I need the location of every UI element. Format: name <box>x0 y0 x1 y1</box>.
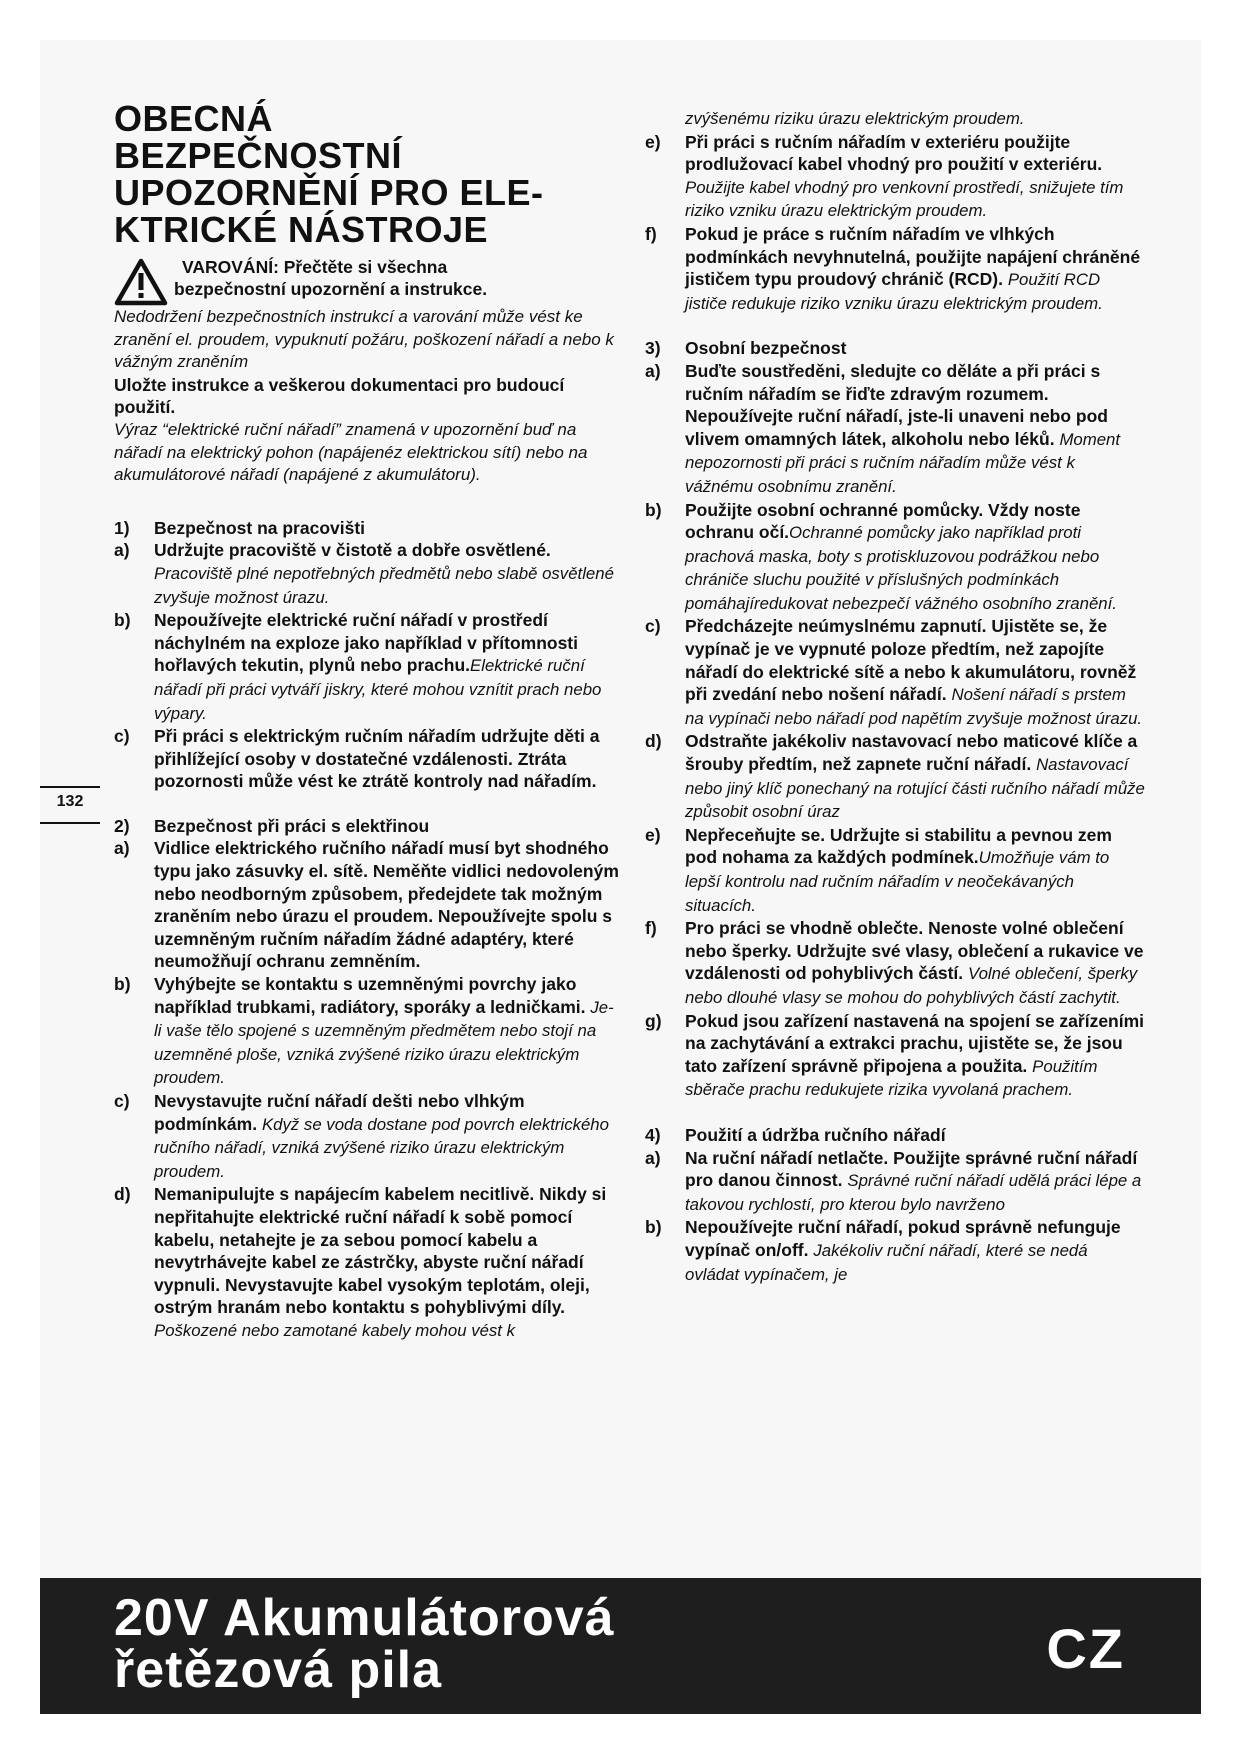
section-heading-3: 3) Osobní bezpečnost <box>645 338 847 359</box>
list-item: a) Buďte soustředěni, sledujte co děláte a při práci s ručním nářadím se řiďte zdravým rozumem. Nepoužívejte ruční nářadí, jste-li unaveni nebo pod vlivem omamných látek, alkoholu nebo léků. Moment nepozornosti při práci s ručním nářadím může vést k vážnému osobnímu zranění. <box>645 360 1121 496</box>
list-item: c) Předcházejte neúmyslnému zapnutí. Ujistěte se, že vypínač je ve vypnuté poloze předtím, než zapojíte nářadí do elektrické sítě a nebo k akumulátoru, rovněž při zvedání nebo nošení nářadí. Nošení nářadí s prstem na vypínači nebo nářadí pod napětím zvyšuje možnost úrazu. <box>645 616 1143 728</box>
list-item: a) Udržujte pracoviště v čistotě a dobře osvětlené. Pracoviště plné nepotřebných předmětů nebo slabě osvětlené zvyšuje možnost úrazu. <box>114 540 614 607</box>
list-item: b) Vyhýbejte se kontaktu s uzemněnými povrchy jako například trubkami, radiátory, sporáky a ledničkami. Je-li vaše tělo spojené s uzemněným předmětem nebo stojí na uzemněné ploše, vzniká zvýšené riziko úrazu elektrickým proudem. <box>114 974 614 1088</box>
page-number: 132 <box>56 793 84 810</box>
section-heading-2: 2) Bezpečnost při práci s elektřinou <box>114 815 430 836</box>
left-column <box>114 100 619 1343</box>
continued-text: zvýšenému riziku úrazu elektrickým proudem. <box>685 109 1025 128</box>
list-item: e) Při práci s ručním nářadím v exteriéru použijte prodlužovací kabel vhodný pro použití v exteriéru. Použijte kabel vhodný pro venkovní prostředí, snižujete tím riziko vzniku úrazu elektrickým proudem. <box>645 131 1124 221</box>
list-item: b) Použijte osobní ochranné pomůcky. Vždy noste ochranu očí.Ochranné pomůcky jako například proti prachová maska, boty s protiskluzovou podrážkou nebo chrániče sluchu použité v příslušných podmínkách pomáhajíredukovat nebezpečí vážného osobního zranění. <box>645 499 1117 613</box>
list-item: f) Pokud je práce s ručním nářadím ve vlhkých podmínkách nevyhnutelná, použijte napájení chráněné jističem typu proudový chránič (RCD). Použití RCD jističe redukuje riziko vzniku úrazu elektrickým proudem. <box>645 223 1141 313</box>
warning-block <box>114 256 619 306</box>
warning-triangle-icon <box>114 258 168 306</box>
page-number-rule-bottom <box>40 822 100 824</box>
product-title: 20V Akumulátorová řetězová pila <box>114 1589 615 1699</box>
right-column <box>645 108 1145 1286</box>
language-code: CZ <box>1046 1617 1125 1680</box>
warning-text: VAROVÁNÍ: Přečtěte si všechna bezpečnostní upozornění a instrukce. <box>174 257 488 299</box>
section-heading-4: 4) Použití a údržba ručního nářadí <box>645 1124 946 1145</box>
list-item: a) Vidlice elektrického ručního nářadí musí byt shodného typu jako zásuvky el. sítě. Neměňte vidlici nedovoleným nebo neodborným způsobem, předejdete tak možným zraněním nebo úrazu el proudem. Nepoužívejte spolu s uzemněným ručním nářadím žádné adaptéry, které neumožňují ochranu zemněním. <box>114 838 619 972</box>
list-item: d) Odstraňte jakékoliv nastavovací nebo maticové klíče a šrouby předtím, než zapnete ruční nářadí. Nastavovací nebo jiný klíč ponechaný na rotující části ručního nářadí může způsobit osobní úraz <box>645 731 1145 822</box>
list-item: c) Nevystavujte ruční nářadí dešti nebo vlhkým podmínkám. Když se voda dostane pod povrch elektrického ručního nářadí, vzniká zvýšené riziko úrazu elektrickým proudem. <box>114 1091 609 1181</box>
page-number-rule-top <box>40 786 100 788</box>
list-item: f) Pro práci se vhodně oblečte. Nenoste volné oblečení nebo šperky. Udržujte své vlasy, oblečení a rukavice ve vzdálenosti od pohyblivých částí. Volné oblečení, šperky nebo dlouhé vlasy se mohou do pohyblivých částí zachytit. <box>645 918 1144 1007</box>
list-item: a) Na ruční nářadí netlačte. Použijte správné ruční nářadí pro danou činnost. Správné ruční nářadí udělá práci lépe a takovou rychlostí, pro kterou bylo navrženo <box>645 1147 1142 1214</box>
intro-paragraph-1: Nedodržení bezpečnostních instrukcí a varování může vést ke zranění el. proudem, vypuknutí požáru, poškození nářadí a nebo k vážným zraněním <box>114 307 614 372</box>
section-heading-1: 1) Bezpečnost na pracovišti <box>114 517 366 538</box>
list-item: g) Pokud jsou zařízení nastavená na spojení se zařízeními na zachytávání a extrakci prachu, ujistěte se, že jsou tato zařízení správně připojena a použita. Použitím sběrače prachu redukujete rizika vyvolaná prachem. <box>645 1010 1145 1100</box>
list-item: b) Nepoužívejte elektrické ruční nářadí v prostředí náchylném na exploze jako například v přítomnosti hořlavých tekutin, plynů nebo prachu.Elektrické ruční nářadí při práci vytváří jiskry, které mohou vznítit prach nebo výpary. <box>114 610 602 723</box>
intro-paragraph-2: Uložte instrukce a veškerou dokumentaci pro budoucí použití. <box>114 374 565 418</box>
intro-paragraph-3: Výraz “elektrické ruční nářadí” znamená v upozornění buď na nářadí na elektrický pohon (napájenéz elektrickou sítí) nebo na akumulátorové nářadí (napájené z akumulátoru). <box>114 419 588 485</box>
page-title: OBECNÁ BEZPEČNOSTNÍ UPOZORNĚNÍ PRO ELE- KTRICKÉ NÁSTROJE <box>114 98 544 250</box>
list-item: e) Nepřeceňujte se. Udržujte si stabilitu a pevnou zem pod nohama za každých podmínek.Umožňuje vám to lepší kontrolu nad ručním nářadím v neočekávaných situacích. <box>645 824 1112 915</box>
list-item: c) Při práci s elektrickým ručním nářadím udržujte děti a přihlížející osoby v dostatečné vzdálenosti. Ztráta pozornosti může vést ke ztrátě kontroly nad nářadím. <box>114 726 600 792</box>
footer-banner <box>40 1578 1201 1714</box>
list-item: b) Nepoužívejte ruční nářadí, pokud správně nefunguje vypínač on/off. Jakékoliv ruční nářadí, které se nedá ovládat vypínačem, je <box>645 1217 1121 1284</box>
list-item: d) Nemanipulujte s napájecím kabelem necitlivě. Nikdy si nepřitahujte elektrické ruční nářadí k sobě pomocí kabelu, netahejte je za sebou pomocí kabelu a nevytrhávejte kabel ze zástrčky, abyste ruční nářadí vypnuli. Nevystavujte kabel vysokým teplotám, oleji, ostrým hranám nebo kontaktu s pohyblivými díly. Poškozené nebo zamotané kabely mohou vést k <box>114 1184 607 1340</box>
